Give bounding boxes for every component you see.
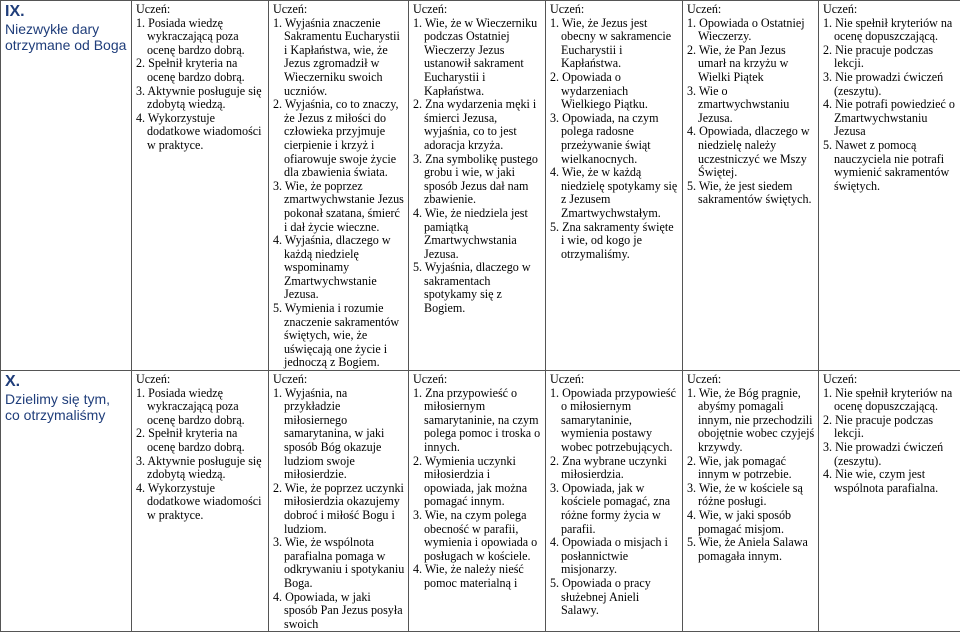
list-item: 3. Opowiada, jak w kościele pomagać, zna różne formy życia w parafii. <box>550 482 679 536</box>
unit-numeral: IX. <box>5 3 128 21</box>
list-item: 1. Opowiada przypowieść o miłosiernym samarytaninie, wymienia postawy wobec potrzebujących. <box>550 387 679 455</box>
list-item: 4. Wykorzystuje dodatkowe wiadomości w praktyce. <box>136 482 265 523</box>
list-item: 2. Wymienia uczynki miłosierdzia i opowiada, jak można pomagać innym. <box>413 455 542 509</box>
list-item: 2. Zna wybrane uczynki miłosierdzia. <box>550 455 679 482</box>
cell-header: Uczeń: <box>413 373 542 387</box>
list-item: 3. Opowiada, na czym polega radosne przeżywanie świąt wielkanocnych. <box>550 112 679 166</box>
list-item: 4. Wykorzystuje dodatkowe wiadomości w praktyce. <box>136 112 265 153</box>
cell-header: Uczeń: <box>413 3 542 17</box>
unit-title: Dzielimy się tym, co otrzymaliśmy <box>5 391 128 423</box>
criteria-cell <box>819 1 960 371</box>
list-item: 4. Wie, że należy nieść pomoc materialną i <box>413 563 542 590</box>
list-item: 3. Wie, że wspólnota parafialna pomaga w odkrywaniu i spotykaniu Boga. <box>273 536 405 590</box>
list-item: 2. Spełnił kryteria na ocenę bardzo dobrą. <box>136 57 265 84</box>
list-item: 4. Wie, że niedziela jest pamiątką Zmartwychwstania Jezusa. <box>413 207 542 261</box>
list-item: 1. Wie, że w Wieczerniku podczas Ostatniej Wieczerzy Jezus ustanowił sakrament Eucharystii i Kapłaństwa. <box>413 17 542 99</box>
list-item: 5. Zna sakramenty święte i wie, od kogo je otrzymaliśmy. <box>550 221 679 262</box>
criteria-cell <box>683 371 819 632</box>
list-item: 3. Nie prowadzi ćwiczeń (zeszytu). <box>823 71 957 98</box>
list-item: 5. Nawet z pomocą nauczyciela nie potrafi wymienić sakramentów świętych. <box>823 139 957 193</box>
criteria-cell <box>546 1 683 371</box>
list-item: 2. Wie, że Pan Jezus umarł na krzyżu w Wielki Piątek <box>687 44 815 85</box>
criteria-cell <box>409 1 546 371</box>
list-item: 1. Wyjaśnia znaczenie Sakramentu Eucharystii i Kapłaństwa, wie, że Jezus zgromadził w Wieczerniku swoich uczniów. <box>273 17 405 99</box>
cell-header: Uczeń: <box>687 373 815 387</box>
list-item: 4. Opowiada o misjach i posłannictwie misjonarzy. <box>550 536 679 577</box>
list-item: 5. Wie, że jest siedem sakramentów świętych. <box>687 180 815 207</box>
list-item: 4. Nie potrafi powiedzieć o Zmartwychwstaniu Jezusa <box>823 98 957 139</box>
list-item: 1. Wyjaśnia, na przykładzie miłosiernego samarytanina, w jaki sposób Bóg okazuje ludziom swoje miłosierdzie. <box>273 387 405 482</box>
list-item: 4. Opowiada, dlaczego w niedzielę należy uczestniczyć we Mszy Świętej. <box>687 125 815 179</box>
list-item: 2. Nie pracuje podczas lekcji. <box>823 414 957 441</box>
list-item: 2. Wie, jak pomagać innym w potrzebie. <box>687 455 815 482</box>
cell-header: Uczeń: <box>550 3 679 17</box>
list-item: 3. Wie, że poprzez zmartwychwstanie Jezus pokonał szatana, śmierć i dał życie wieczne. <box>273 180 405 234</box>
cell-header: Uczeń: <box>136 3 265 17</box>
list-item: 2. Spełnił kryteria na ocenę bardzo dobrą. <box>136 427 265 454</box>
cell-header: Uczeń: <box>823 3 957 17</box>
list-item: 5. Wyjaśnia, dlaczego w sakramentach spotykamy się z Bogiem. <box>413 261 542 315</box>
list-item: 4. Wyjaśnia, dlaczego w każdą niedzielę wspominamy Zmartwychwstanie Jezusa. <box>273 234 405 302</box>
list-item: 4. Wie, że w każdą niedzielę spotykamy się z Jezusem Zmartwychwstałym. <box>550 166 679 220</box>
cell-header: Uczeń: <box>273 373 405 387</box>
list-item: 3. Aktywnie posługuje się zdobytą wiedzą. <box>136 455 265 482</box>
list-item: 2. Nie pracuje podczas lekcji. <box>823 44 957 71</box>
criteria-cell <box>269 1 409 371</box>
list-item: 1. Wie, że Bóg pragnie, abyśmy pomagali innym, nie przechodzili obojętnie wobec czyjejś krzywdy. <box>687 387 815 455</box>
list-item: 3. Wie, że w kościele są różne posługi. <box>687 482 815 509</box>
list-item: 1. Nie spełnił kryteriów na ocenę dopuszczającą. <box>823 17 957 44</box>
table-row <box>1 371 960 632</box>
list-item: 5. Opowiada o pracy służebnej Anieli Salawy. <box>550 577 679 618</box>
unit-numeral: X. <box>5 373 128 391</box>
list-item: 3. Zna symbolikę pustego grobu i wie, w jaki sposób Jezus dał nam zbawienie. <box>413 153 542 207</box>
list-item: 2. Zna wydarzenia męki i śmierci Jezusa, wyjaśnia, co to jest adoracja krzyża. <box>413 98 542 152</box>
criteria-cell <box>269 371 409 632</box>
list-item: 3. Nie prowadzi ćwiczeń (zeszytu). <box>823 441 957 468</box>
list-item: 1. Posiada wiedzę wykraczającą poza ocenę bardzo dobrą. <box>136 17 265 58</box>
criteria-cell <box>819 371 960 632</box>
list-item: 2. Wie, że poprzez uczynki miłosierdzia okazujemy dobroć i miłość Bogu i ludziom. <box>273 482 405 536</box>
list-item: 3. Wie, na czym polega obecność w parafii, wymienia i opowiada o posługach w kościele. <box>413 509 542 563</box>
list-item: 5. Wymienia i rozumie znaczenie sakramentów świętych, wie, że uświęcają one życie i jednoczą z Bogiem. <box>273 302 405 370</box>
list-item: 1. Zna przypowieść o miłosiernym samarytaninie, na czym polega pomoc i troska o innych. <box>413 387 542 455</box>
list-item: 3. Aktywnie posługuje się zdobytą wiedzą. <box>136 85 265 112</box>
cell-header: Uczeń: <box>823 373 957 387</box>
cell-header: Uczeń: <box>136 373 265 387</box>
list-item: 1. Wie, że Jezus jest obecny w sakramencie Eucharystii i Kapłaństwa. <box>550 17 679 71</box>
unit-title-cell <box>1 371 132 632</box>
list-item: 5. Wie, że Aniela Salawa pomagała innym. <box>687 536 815 563</box>
table-row <box>1 1 960 371</box>
list-item: 3. Wie o zmartwychwstaniu Jezusa. <box>687 85 815 126</box>
list-item: 1. Posiada wiedzę wykraczającą poza ocenę bardzo dobrą. <box>136 387 265 428</box>
criteria-cell <box>132 1 269 371</box>
cell-header: Uczeń: <box>687 3 815 17</box>
criteria-cell <box>409 371 546 632</box>
list-item: 2. Wyjaśnia, co to znaczy, że Jezus z miłości do człowieka przyjmuje cierpienie i krzyż i ofiarowuje swoje życie dla zbawienia świata. <box>273 98 405 180</box>
list-item: 4. Nie wie, czym jest wspólnota parafialna. <box>823 468 957 495</box>
criteria-cell <box>546 371 683 632</box>
cell-header: Uczeń: <box>550 373 679 387</box>
unit-title: Niezwykłe dary otrzymane od Boga <box>5 21 128 53</box>
list-item: 2. Opowiada o wydarzeniach Wielkiego Piątku. <box>550 71 679 112</box>
criteria-cell <box>132 371 269 632</box>
list-item: 1. Nie spełnił kryteriów na ocenę dopuszczającą. <box>823 387 957 414</box>
criteria-cell <box>683 1 819 371</box>
unit-title-cell <box>1 1 132 371</box>
list-item: 4. Wie, w jaki sposób pomagać misjom. <box>687 509 815 536</box>
cell-header: Uczeń: <box>273 3 405 17</box>
list-item: 1. Opowiada o Ostatniej Wieczerzy. <box>687 17 815 44</box>
list-item: 4. Opowiada, w jaki sposób Pan Jezus posyła swoich <box>273 591 405 632</box>
